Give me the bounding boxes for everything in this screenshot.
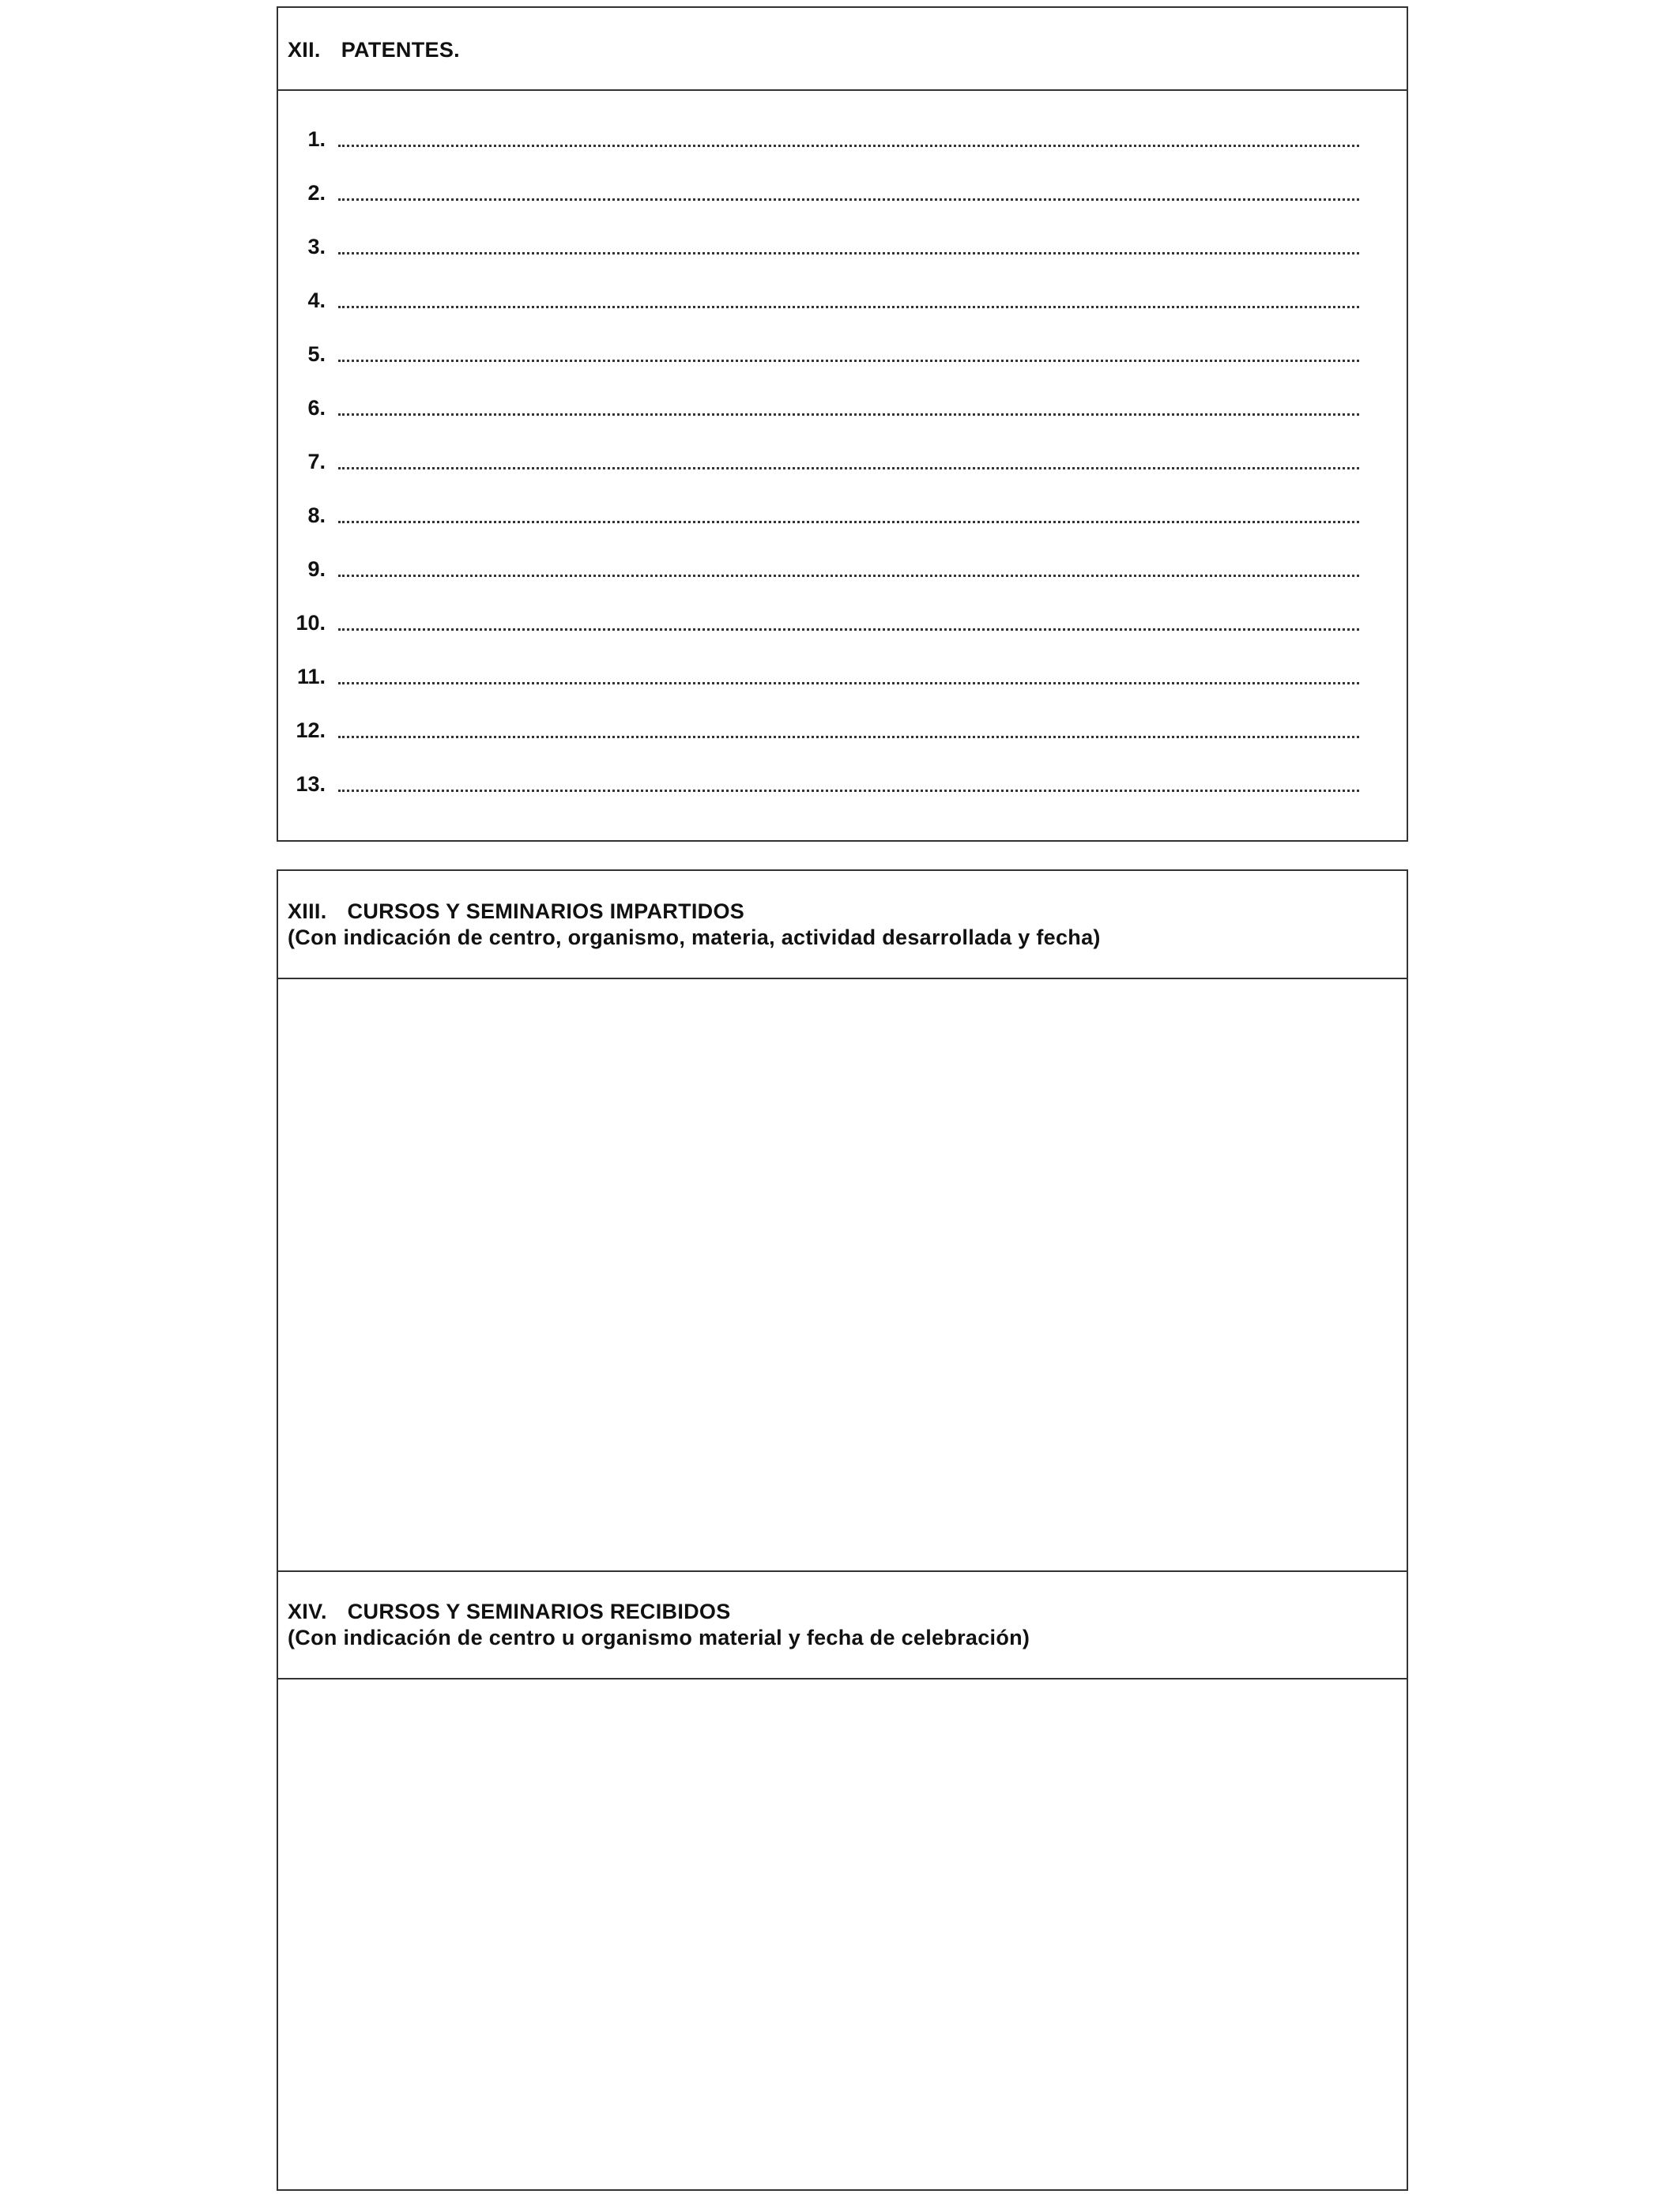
cursos-recibidos-title: CURSOS Y SEMINARIOS RECIBIDOS bbox=[347, 1600, 731, 1623]
patente-line[interactable] bbox=[278, 392, 1410, 424]
patente-dotted-line bbox=[338, 521, 1359, 523]
patente-dotted-line bbox=[338, 252, 1359, 254]
patente-line[interactable] bbox=[278, 446, 1410, 477]
patente-line-number: 12. bbox=[296, 718, 326, 742]
cursos-section-divider bbox=[278, 1570, 1407, 1572]
patente-line[interactable] bbox=[278, 177, 1410, 209]
patente-line-number: 2. bbox=[307, 181, 326, 205]
patente-dotted-line bbox=[338, 628, 1359, 631]
patente-line[interactable] bbox=[278, 553, 1410, 585]
cursos-impartidos-subtitle: (Con indicación de centro, organismo, materia, actividad desarrollada y fecha) bbox=[288, 925, 1101, 949]
patente-dotted-line bbox=[338, 413, 1359, 416]
patente-dotted-line bbox=[338, 198, 1359, 201]
cursos-recibidos-content-area[interactable] bbox=[278, 1679, 1407, 2189]
patente-line-number: 5. bbox=[307, 342, 326, 366]
patentes-section-title: PATENTES. bbox=[341, 38, 460, 62]
cursos-impartidos-content-area[interactable] bbox=[278, 979, 1407, 1461]
patentes-heading bbox=[288, 36, 460, 63]
patentes-section bbox=[277, 6, 1408, 842]
patente-line-number: 10. bbox=[296, 611, 326, 635]
patente-line[interactable] bbox=[278, 607, 1410, 639]
patente-dotted-line bbox=[338, 736, 1359, 738]
patentes-section-number: XII. bbox=[288, 38, 321, 62]
patente-line[interactable] bbox=[278, 714, 1410, 746]
cursos-impartidos-heading bbox=[288, 898, 744, 925]
patente-dotted-line bbox=[338, 467, 1359, 469]
patente-dotted-line bbox=[338, 790, 1359, 792]
patente-dotted-line bbox=[338, 575, 1359, 577]
cursos-impartidos-number: XIII. bbox=[288, 899, 327, 923]
patente-line[interactable] bbox=[278, 285, 1410, 316]
patente-dotted-line bbox=[338, 682, 1359, 684]
patente-line-number: 4. bbox=[307, 288, 326, 312]
patente-line-number: 3. bbox=[307, 235, 326, 258]
patente-line[interactable] bbox=[278, 768, 1410, 800]
patente-line[interactable] bbox=[278, 231, 1410, 262]
patente-dotted-line bbox=[338, 145, 1359, 147]
cursos-impartidos-title: CURSOS Y SEMINARIOS IMPARTIDOS bbox=[347, 899, 745, 923]
patente-line-number: 7. bbox=[307, 450, 326, 473]
cursos-section bbox=[277, 869, 1408, 2191]
patente-line[interactable] bbox=[278, 499, 1410, 531]
cursos-recibidos-number: XIV. bbox=[288, 1600, 327, 1623]
patente-line[interactable] bbox=[278, 123, 1410, 155]
patente-line-number: 9. bbox=[307, 557, 326, 581]
cursos-recibidos-heading bbox=[288, 1598, 731, 1625]
patente-line-number: 6. bbox=[307, 396, 326, 420]
patente-line-number: 13. bbox=[296, 772, 326, 796]
cursos-recibidos-subtitle: (Con indicación de centro u organismo material y fecha de celebración) bbox=[288, 1626, 1030, 1649]
patente-line-number: 1. bbox=[307, 127, 326, 151]
patente-dotted-line bbox=[338, 306, 1359, 308]
patente-line-number: 8. bbox=[307, 503, 326, 527]
patentes-header-divider bbox=[278, 89, 1407, 91]
patente-line-number: 11. bbox=[296, 665, 326, 688]
patente-line[interactable] bbox=[278, 338, 1410, 370]
patente-dotted-line bbox=[338, 360, 1359, 362]
patente-line[interactable] bbox=[278, 661, 1410, 692]
